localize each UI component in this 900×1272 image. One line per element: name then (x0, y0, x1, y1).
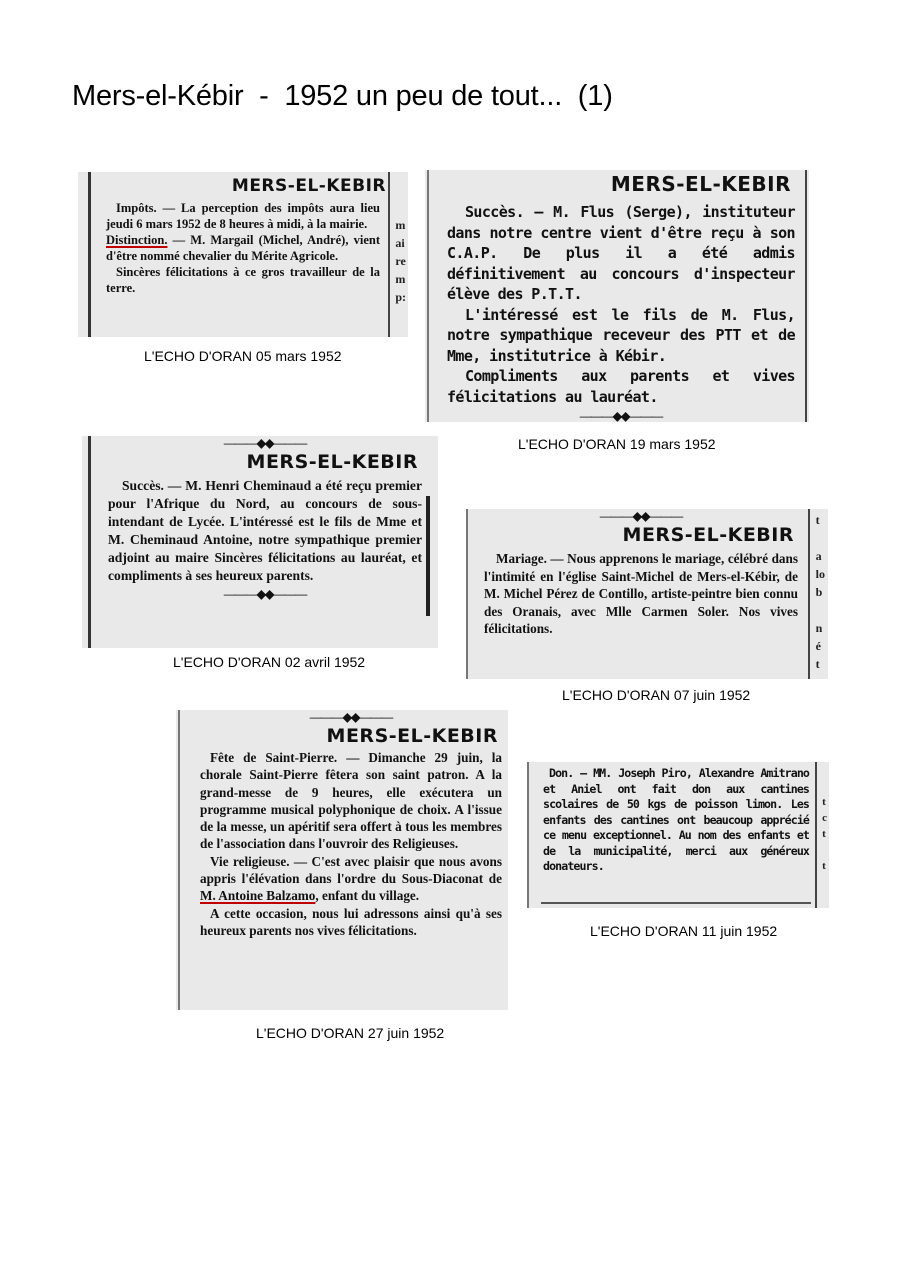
adjacent-column-fragment: t c t t (822, 796, 827, 872)
clipping-paragraph: A cette occasion, nous lui adressons ainsi qu'à ses heureux parents nos vives félicitations. (200, 905, 502, 938)
clipping-heading: MERS-EL-KEBIR (246, 451, 418, 473)
clipping-fete-saint-pierre (176, 710, 508, 1010)
caption-clipping-3: L'ECHO D'ORAN 02 avril 1952 (173, 654, 366, 670)
clipping-paragraph: Impôts. — La perception des impôts aura lieu jeudi 6 mars 1952 de 8 heures à midi, à la mairie. (106, 201, 380, 231)
clipping-paragraph (200, 853, 502, 905)
caption-clipping-6: L'ECHO D'ORAN 11 juin 1952 (590, 923, 778, 939)
clipping-paragraph: Fête de Saint-Pierre. — Dimanche 29 juin, la chorale Saint-Pierre fêtera son saint patron. A la grand-messe de 9 heures, elle exécutera un programme musical polyphonique de choix. A l'issue de la messe, un apéritif sera offert à tous les membres de l'association dans l'ouvroir des Religieuses. (200, 750, 502, 852)
clipping-paragraph (106, 232, 380, 264)
highlighted-name: M. Antoine Balzamo (200, 888, 316, 904)
separator-ornament: ———◆◆——— (579, 409, 663, 422)
clipping-text: , enfant du village. (315, 888, 420, 904)
page-title: Mers-el-Kébir - 1952 un peu de tout... (1) (72, 80, 613, 112)
caption-clipping-1: L'ECHO D'ORAN 05 mars 1952 (144, 348, 342, 364)
clipping-paragraph: Succès. — M. Henri Cheminaud a été reçu premier pour l'Afrique du Nord, au concours de sous-intendant de Lycée. L'intéressé est le fils de Mme et M. Cheminaud Antoine, notre sympathique premier adjoint au maire Sincères félicitations au lauréat, et compliments à ses heureux parents. (108, 478, 422, 583)
adjacent-column-fragment: m ai re m p: (395, 218, 406, 304)
clipping-mariage (466, 509, 828, 679)
caption-clipping-2: L'ECHO D'ORAN 19 mars 1952 (518, 436, 716, 452)
clipping-heading: MERS-EL-KEBIR (326, 725, 498, 747)
clipping-succes-cheminaud (82, 436, 438, 648)
clipping-paragraph: Succès. — M. Flus (Serge), instituteur dans notre centre vient d'être reçu à son C.A.P. De plus il a été admis définitivement au concours d'inspecteur élève des P.T.T. (447, 203, 795, 303)
separator-ornament: ———◆◆——— (309, 710, 393, 724)
clipping-paragraph: Mariage. — Nous apprenons le mariage, célébré dans l'intimité en l'église Saint-Michel de Mers-el-Kébir, de M. Michel Pérez de Contillo, artiste-peintre bien connu des Oranais, avec Mlle Carmen Soler. Nos vives félicitations. (484, 551, 798, 636)
highlighted-text: Distinction. (106, 233, 168, 247)
adjacent-column-fragment: t a lo b n é t (815, 513, 825, 671)
divider (541, 902, 811, 904)
clipping-paragraph: Don. — MM. Joseph Piro, Alexandre Amitrano et Aniel ont fait don aux cantines scolaires de 50 kgs de poisson limon. Les enfants des cantines ont beaucoup apprécié ce menu exceptionnel. Au nom des enfants et de la municipalité, merci aux généreux donateurs. (543, 766, 809, 873)
clipping-don-poisson (527, 762, 829, 908)
clipping-paragraph: Sincères félicitations à ce gros travailleur de la terre. (106, 265, 380, 295)
clipping-text: — M. Margail (Michel, André), vient d'être nommé chevalier du Mérite Agricole. (106, 233, 380, 263)
separator-ornament: ———◆◆——— (599, 509, 683, 523)
separator-ornament: ———◆◆——— (223, 587, 307, 601)
clipping-succes-flus (425, 170, 809, 422)
clipping-paragraph: Compliments aux parents et vives félicitations au lauréat. (447, 367, 795, 406)
clipping-paragraph: L'intéressé est le fils de M. Flus, notre sympathique receveur des PTT et de Mme, institutrice à Kébir. (447, 305, 795, 365)
caption-clipping-5: L'ECHO D'ORAN 27 juin 1952 (256, 1025, 445, 1041)
clipping-text: Vie religieuse. — C'est avec plaisir que nous avons appris l'élévation dans l'ordre du Sous-Diaconat de (200, 853, 502, 887)
clipping-heading: MERS-EL-KEBIR (622, 524, 794, 546)
clipping-heading: MERS-EL-KEBIR (231, 176, 386, 196)
clipping-impots-distinction (78, 172, 408, 337)
separator-ornament: ———◆◆——— (223, 436, 307, 450)
caption-clipping-4: L'ECHO D'ORAN 07 juin 1952 (562, 687, 751, 703)
clipping-heading: MERS-EL-KEBIR (610, 172, 791, 196)
